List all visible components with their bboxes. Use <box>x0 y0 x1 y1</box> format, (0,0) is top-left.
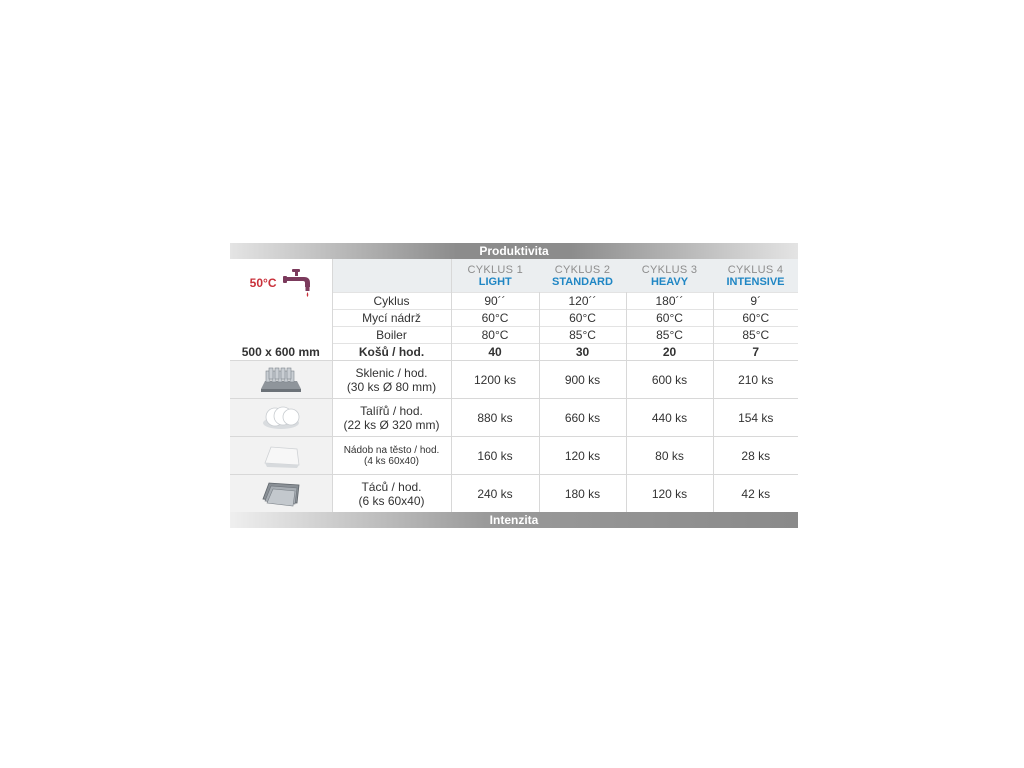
spec-row <box>230 310 798 327</box>
cycle-name: CYKLUS 3 <box>641 263 698 276</box>
spec-value: 60°C <box>626 310 713 327</box>
product-value: 600 ks <box>626 361 713 399</box>
spec-row <box>230 327 798 344</box>
spec-value: 60°C <box>539 310 626 327</box>
product-value: 80 ks <box>626 437 713 475</box>
product-label-detail: (6 ks 60x40) <box>358 493 425 508</box>
spec-value: 60°C <box>713 310 798 327</box>
product-value: 240 ks <box>451 475 539 513</box>
product-label <box>332 361 451 399</box>
product-label <box>332 475 451 513</box>
basket-size: 500 x 600 mm <box>230 344 332 361</box>
product-row <box>230 361 798 399</box>
product-label-detail: (30 ks Ø 80 mm) <box>346 379 437 394</box>
product-value: 660 ks <box>539 399 626 437</box>
product-label-main: Sklenic / hod. <box>355 365 428 380</box>
product-row <box>230 437 798 475</box>
spec-value: 40 <box>451 344 539 361</box>
section-title-intensity: Intenzita <box>230 512 798 528</box>
productivity-table <box>230 259 798 512</box>
cycle-header-4 <box>713 259 798 293</box>
water-temperature-cell <box>230 259 332 310</box>
product-value: 120 ks <box>539 437 626 475</box>
product-value: 160 ks <box>451 437 539 475</box>
spec-value: 180´´ <box>626 293 713 310</box>
product-value: 880 ks <box>451 399 539 437</box>
product-value: 42 ks <box>713 475 798 513</box>
spec-value: 30 <box>539 344 626 361</box>
spacer-cell <box>230 310 332 327</box>
product-row <box>230 399 798 437</box>
spec-label: Košů / hod. <box>332 344 451 361</box>
product-image-cell <box>230 475 332 513</box>
product-label <box>332 399 451 437</box>
spec-value: 80°C <box>451 327 539 344</box>
product-image-cell <box>230 361 332 399</box>
spec-label: Cyklus <box>332 293 451 310</box>
water-temperature: 50°C <box>249 276 277 291</box>
cycle-name: CYKLUS 4 <box>727 263 784 276</box>
product-value: 900 ks <box>539 361 626 399</box>
product-label-detail: (22 ks Ø 320 mm) <box>343 417 440 432</box>
section-title-productivity: Produktivita <box>230 243 798 259</box>
spec-value: 90´´ <box>451 293 539 310</box>
product-image-cell <box>230 437 332 475</box>
spec-row-baskets <box>230 344 798 361</box>
spec-value: 85°C <box>539 327 626 344</box>
spec-value: 85°C <box>713 327 798 344</box>
spec-value: 120´´ <box>539 293 626 310</box>
water-tap-icon <box>280 267 312 301</box>
plates-icon <box>230 403 332 433</box>
spec-value: 60°C <box>451 310 539 327</box>
product-row <box>230 475 798 513</box>
product-value: 120 ks <box>626 475 713 513</box>
product-value: 210 ks <box>713 361 798 399</box>
cycle-header-1 <box>451 259 539 293</box>
glass-rack-icon <box>230 365 332 395</box>
productivity-table-card <box>230 243 798 528</box>
product-value: 180 ks <box>539 475 626 513</box>
product-label <box>332 437 451 475</box>
cycle-header-row <box>230 259 798 293</box>
cycle-header-3 <box>626 259 713 293</box>
spec-value: 7 <box>713 344 798 361</box>
header-blank <box>332 259 451 293</box>
cycle-name: CYKLUS 2 <box>554 263 611 276</box>
product-value: 154 ks <box>713 399 798 437</box>
spacer-cell <box>230 327 332 344</box>
spec-value: 9´ <box>713 293 798 310</box>
cycle-type: INTENSIVE <box>726 275 785 288</box>
product-image-cell <box>230 399 332 437</box>
spec-label: Boiler <box>332 327 451 344</box>
product-value: 28 ks <box>713 437 798 475</box>
product-label-main: Táců / hod. <box>361 479 422 494</box>
product-label-main: Nádob na těsto / hod. <box>343 444 440 456</box>
product-value: 440 ks <box>626 399 713 437</box>
product-label-detail: (4 ks 60x40) <box>363 455 420 467</box>
cycle-type: STANDARD <box>552 275 613 288</box>
cycle-header-2 <box>539 259 626 293</box>
product-label-main: Talířů / hod. <box>360 403 423 418</box>
cycle-type: LIGHT <box>478 275 512 288</box>
spec-value: 85°C <box>626 327 713 344</box>
cycle-type: HEAVY <box>650 275 689 288</box>
cycle-name: CYKLUS 1 <box>467 263 524 276</box>
dough-tray-icon <box>230 441 332 471</box>
baking-trays-icon <box>230 479 332 509</box>
product-value: 1200 ks <box>451 361 539 399</box>
spec-label: Mycí nádrž <box>332 310 451 327</box>
spec-value: 20 <box>626 344 713 361</box>
